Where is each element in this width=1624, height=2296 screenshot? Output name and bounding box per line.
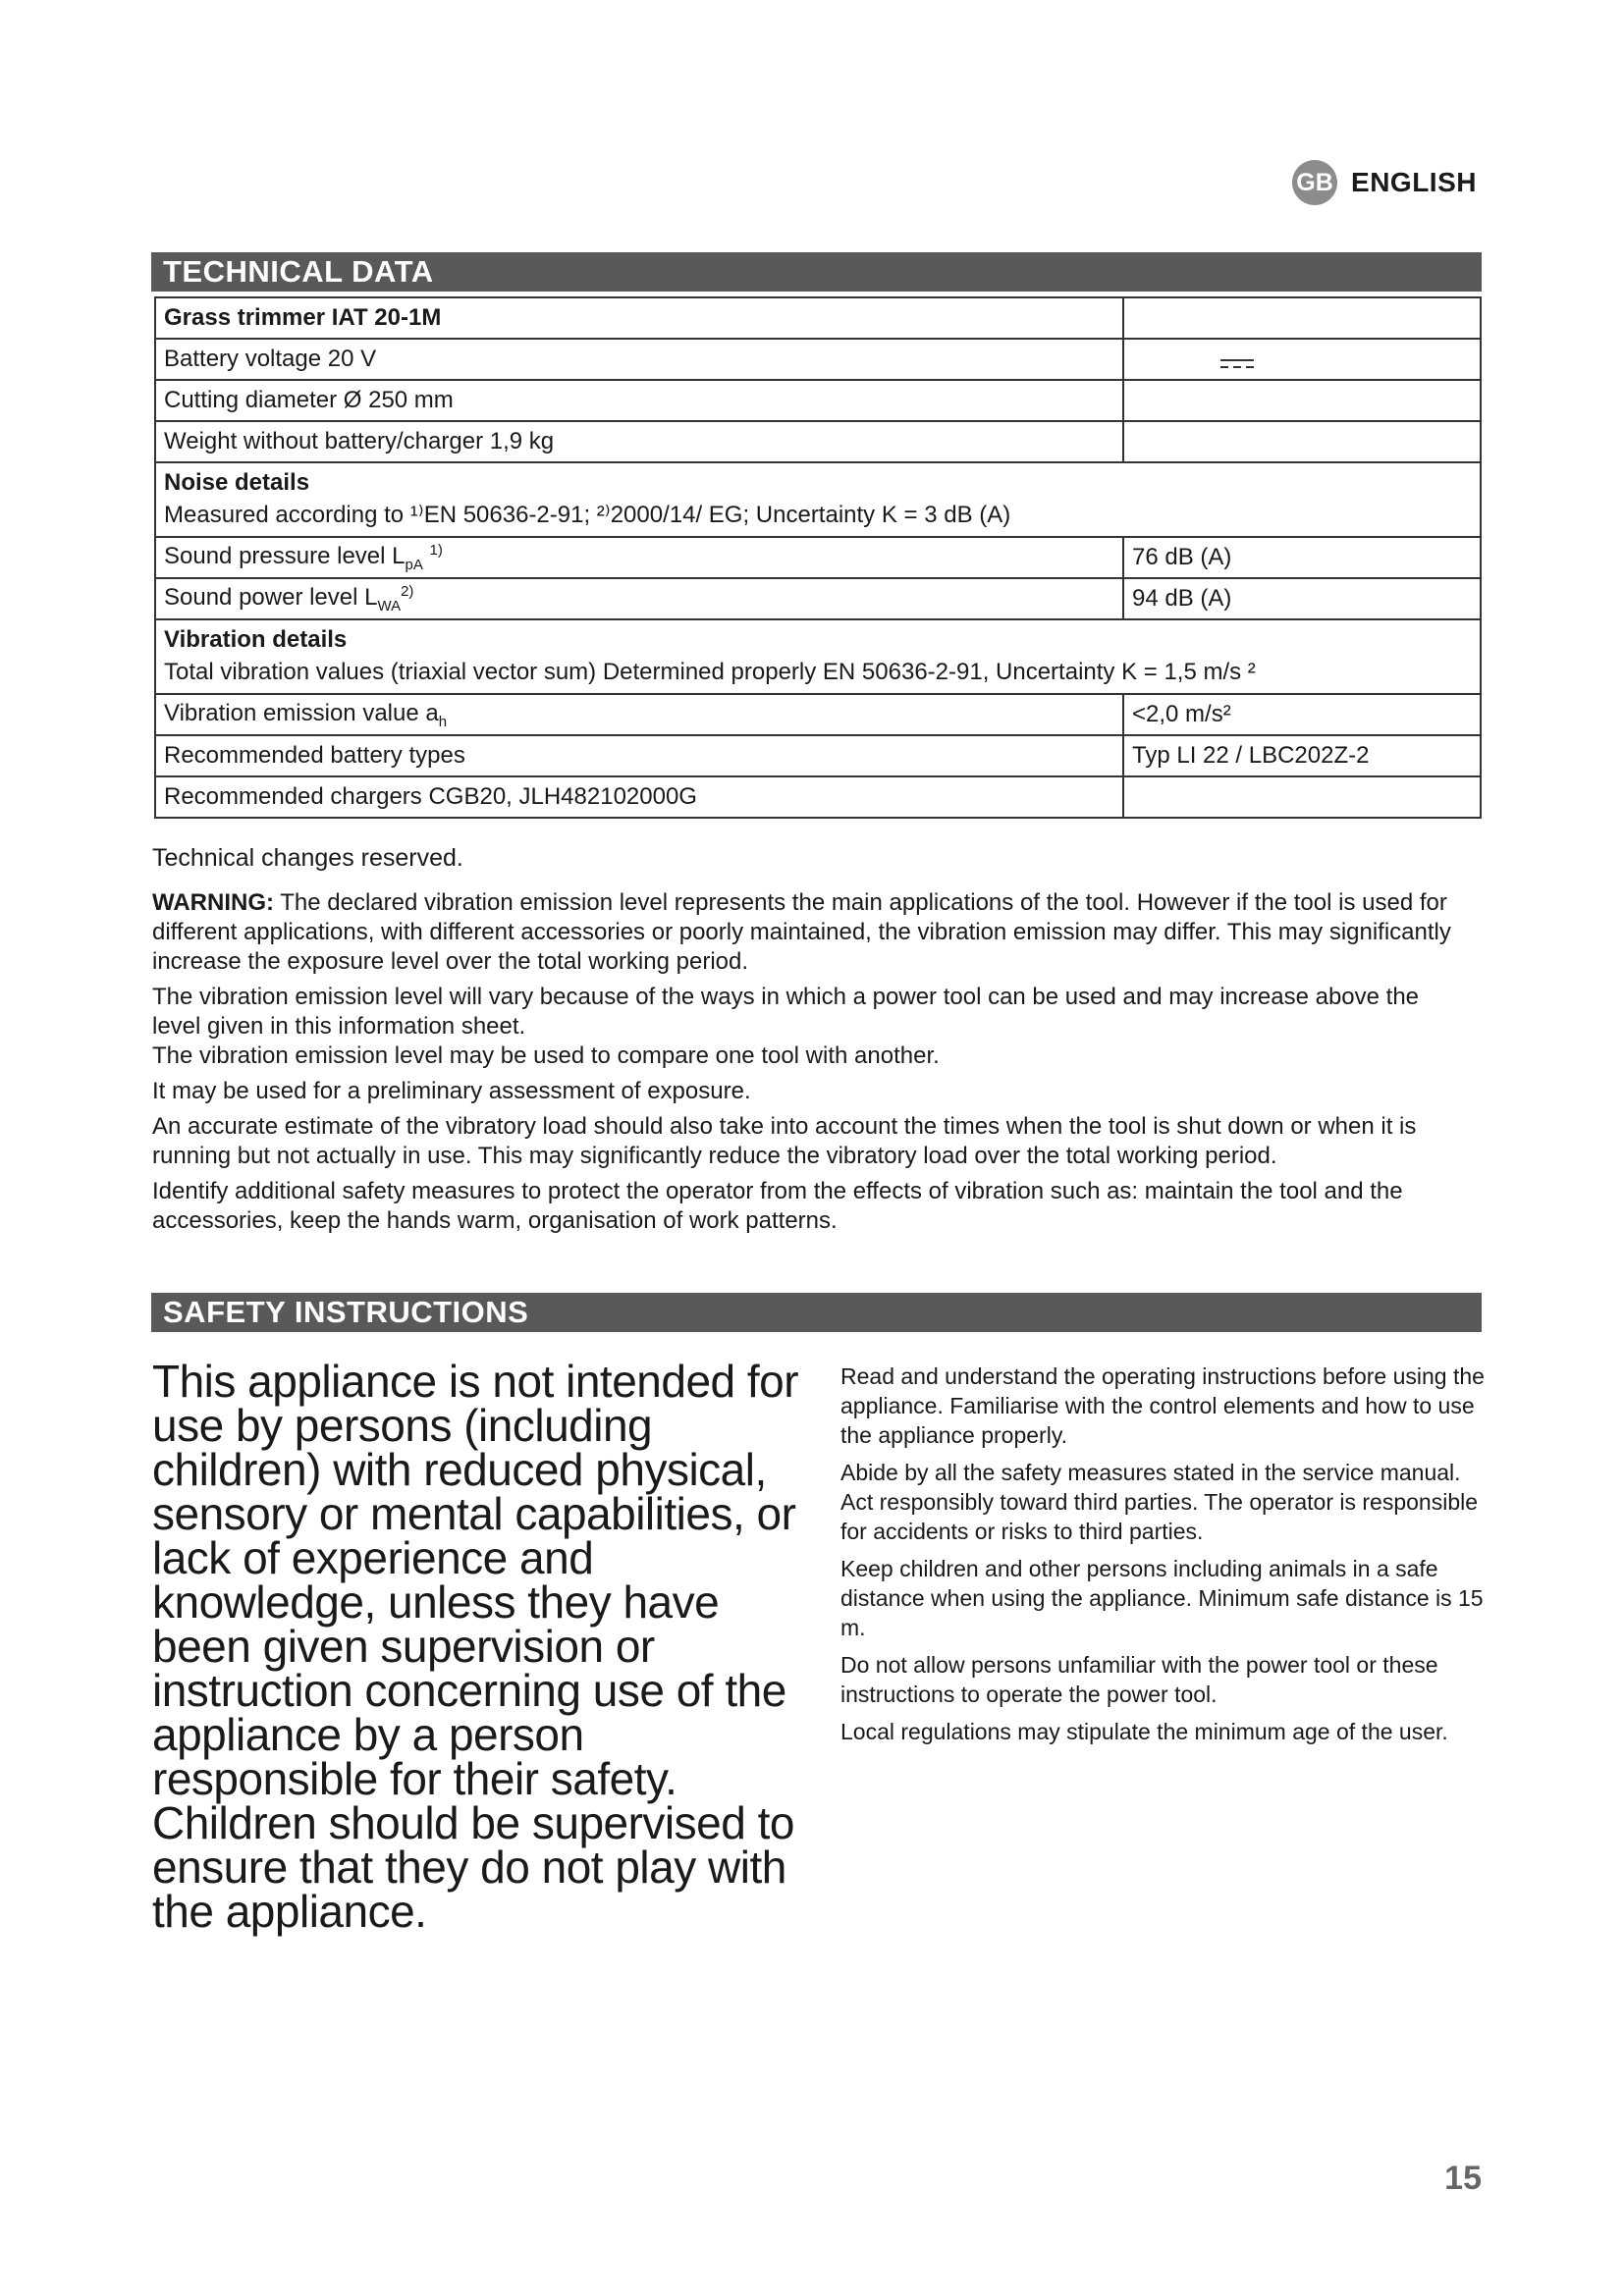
table-row — [155, 380, 1481, 421]
table-row — [155, 297, 1481, 339]
list-item: Keep children and other persons including animals in a safe distance when using the appliance. Minimum safe distance is 15 m. — [840, 1556, 1484, 1640]
language-indicator — [1292, 160, 1477, 205]
empty-cell — [1123, 380, 1481, 421]
page-number: 15 — [1444, 2160, 1482, 2197]
list-item: Local regulations may stipulate the minimum age of the user. — [840, 1719, 1448, 1744]
sound-power-label: Sound power level $L_{WA}^{2)}$ — [155, 578, 1123, 619]
vibration-heading: Vibration details — [164, 626, 348, 653]
list-item: Read and understand the operating instructions before using the appliance. Familiarise with the control elements and how to use the appliance properly. — [840, 1363, 1485, 1448]
table-row — [155, 735, 1481, 776]
battery-types-label: Recommended battery types — [155, 735, 1123, 776]
warning-block — [152, 888, 1458, 1242]
list-item: Abide by all the safety measures stated in the service manual. Act responsibly toward third parties. The operator is responsible for accidents or risks to third parties. — [840, 1460, 1479, 1544]
cutting-diameter: Cutting diameter Ø 250 mm — [155, 380, 1123, 421]
model-name: Grass trimmer IAT 20-1M — [155, 297, 1123, 339]
warning-paragraph: Identify additional safety measures to protect the operator from the effects of vibration such as: maintain the tool and the accessories, keep the hands warm, organisation of work patterns. — [152, 1178, 1403, 1234]
warning-label: WARNING: — [152, 889, 274, 916]
chargers: Recommended chargers CGB20, JLH482102000G — [155, 776, 1123, 818]
safety-notice: This appliance is not intended for use by persons (including children) with reduced physical, sensory or mental capabilities, or lack of experience and knowledge, unless they have been given supervision or instruction concerning use of the appliance by a person responsible for their safety. Children should be supervised to ensure that they do not play with the appliance. — [152, 1356, 799, 1937]
list-item: Do not allow persons unfamiliar with the power tool or these instructions to operate the power tool. — [840, 1652, 1438, 1707]
vibration-details-cell — [155, 619, 1481, 694]
table-row — [155, 694, 1481, 735]
battery-voltage: Battery voltage 20 V — [155, 339, 1123, 380]
dc-symbol-cell — [1123, 339, 1481, 380]
sound-pressure-value: 76 dB (A) — [1123, 537, 1481, 578]
language-label: ENGLISH — [1351, 167, 1477, 197]
technical-changes-note: Technical changes reserved. — [152, 844, 463, 872]
vibration-emission-value: <2,0 m/s² — [1123, 694, 1481, 735]
weight: Weight without battery/charger 1,9 kg — [155, 421, 1123, 462]
empty-cell — [1123, 421, 1481, 462]
table-row — [155, 421, 1481, 462]
table-row — [155, 462, 1481, 537]
table-row — [155, 776, 1481, 818]
noise-text: Measured according to ¹⁾EN 50636-2-91; ²⁾2000/14/ EG; Uncertainty K = 3 dB (A) — [164, 502, 1011, 528]
table-row — [155, 537, 1481, 578]
sound-power-value: 94 dB (A) — [1123, 578, 1481, 619]
noise-details-cell — [155, 462, 1481, 537]
technical-data-heading: TECHNICAL DATA — [151, 252, 1482, 292]
empty-cell — [1123, 297, 1481, 339]
warning-paragraph: WARNING: The declared vibration emission level represents the main applications of the tool. However if the tool is used for different applications, with different accessories or poorly maintained, the vibration emission may differ. This may significantly increase the exposure level over the total working period. — [152, 889, 1451, 975]
safety-instructions-heading: SAFETY INSTRUCTIONS — [151, 1293, 1482, 1332]
sound-pressure-label: Sound pressure level $L_{pA}$ $^{1)}$ — [155, 537, 1123, 578]
warning-paragraph: It may be used for a preliminary assessment of exposure. — [152, 1078, 751, 1104]
technical-data-table — [154, 296, 1482, 819]
table-row — [155, 339, 1481, 380]
battery-types-value: Typ LI 22 / LBC202Z-2 — [1123, 735, 1481, 776]
warning-paragraph: An accurate estimate of the vibratory load should also take into account the times when the tool is shut down or when it is running but not actually in use. This may significantly reduce the vibratory load over the total working period. — [152, 1113, 1417, 1169]
safety-list — [840, 1362, 1489, 1754]
gb-badge: GB — [1292, 160, 1337, 205]
warning-paragraph: The vibration emission level will vary because of the ways in which a power tool can be used and may increase above the level given in this information sheet. — [152, 984, 1420, 1040]
vibration-emission-label: Vibration emission value $a_h$ — [155, 694, 1123, 735]
vibration-text: Total vibration values (triaxial vector sum) Determined properly EN 50636-2-91, Uncertainty K = 1,5 m/s ² — [164, 659, 1256, 685]
empty-cell — [1123, 776, 1481, 818]
warning-paragraph: The vibration emission level may be used to compare one tool with another. — [152, 1042, 940, 1069]
noise-heading: Noise details — [164, 469, 310, 496]
table-row — [155, 578, 1481, 619]
dc-current-icon — [1220, 349, 1254, 377]
table-row — [155, 619, 1481, 694]
